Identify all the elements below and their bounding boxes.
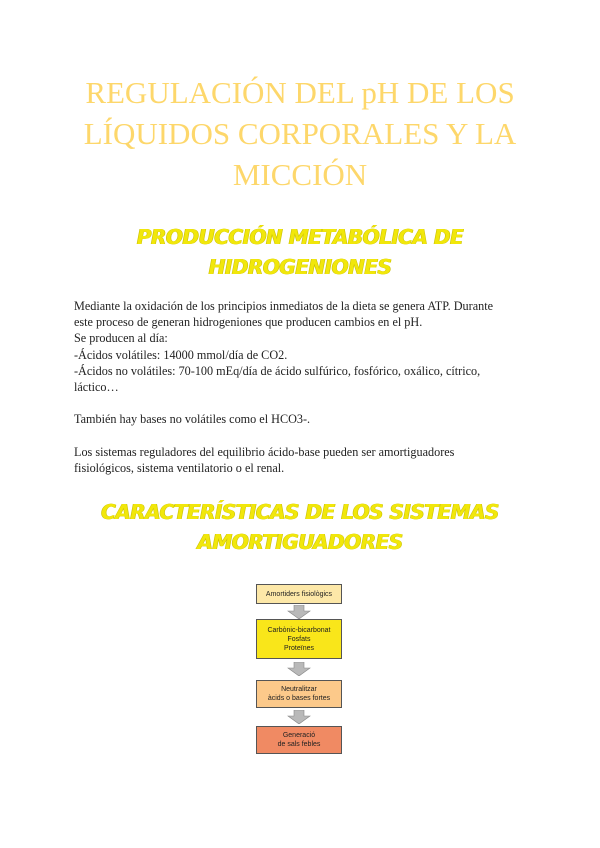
box-label: Fosfats	[287, 635, 311, 643]
diagram-box-physiological-buffers	[256, 584, 342, 604]
document-title	[40, 72, 560, 195]
body-line: Se producen al día:	[74, 331, 168, 346]
title-line-1: REGULACIÓN DEL pH DE LOS	[85, 75, 515, 110]
box-label: Proteïnes	[284, 644, 314, 652]
paragraph-gap	[74, 395, 534, 411]
body-line: Los sistemas reguladores del equilibrio ácido-base pueden ser amortiguadores	[74, 444, 455, 459]
body-line: También hay bases no volátiles como el HCO3-.	[74, 412, 311, 427]
title-line-2: LÍQUIDOS CORPORALES Y LA	[83, 116, 517, 151]
section2-line-1: CARACTERÍSTICAS DE LOS SISTEMAS	[101, 500, 499, 524]
box-label: àcids o bases fortes	[267, 695, 331, 702]
box-label: de sals febles	[277, 741, 321, 748]
down-arrow-icon	[287, 662, 311, 676]
title-line-3: MICCIÓN	[232, 157, 368, 192]
down-arrow-icon	[287, 710, 311, 724]
body-line: fisiológicos, sistema ventilatorio o el renal.	[74, 461, 285, 475]
body-line: -Ácidos volátiles: 14000 mmol/día de CO2.	[74, 347, 288, 362]
diagram-box-buffer-types	[256, 619, 342, 659]
body-line: este proceso de generan hidrogeniones que producen cambios en el pH.	[74, 315, 423, 330]
body-line: Mediante la oxidación de los principios inmediatos de la dieta se genera ATP. Durante	[74, 299, 493, 313]
body-text	[74, 298, 534, 476]
section2-line-2: AMORTIGUADORES	[197, 530, 403, 554]
section1-line-2: HIDROGENIONES	[208, 255, 392, 279]
paragraph-gap	[74, 428, 534, 444]
body-line: láctico…	[74, 380, 119, 395]
box-label: Carbònic-bicarbonat	[267, 626, 331, 634]
section1-line-1: PRODUCCIÓN METABÓLICA DE	[136, 225, 464, 249]
down-arrow-icon	[287, 605, 311, 619]
box-label: Generació	[282, 732, 316, 739]
section-heading-production	[60, 222, 540, 282]
box-label: Neutralitzar	[281, 686, 317, 693]
diagram-box-weak-salts	[256, 726, 342, 754]
body-line: -Ácidos no volátiles: 70-100 mEq/día de ácido sulfúrico, fosfórico, oxálico, cítrico,	[74, 363, 481, 378]
section-heading-buffer-systems	[60, 497, 540, 557]
diagram-box-neutralize	[256, 680, 342, 708]
box-label: Amortiders fisiològics	[265, 590, 333, 598]
